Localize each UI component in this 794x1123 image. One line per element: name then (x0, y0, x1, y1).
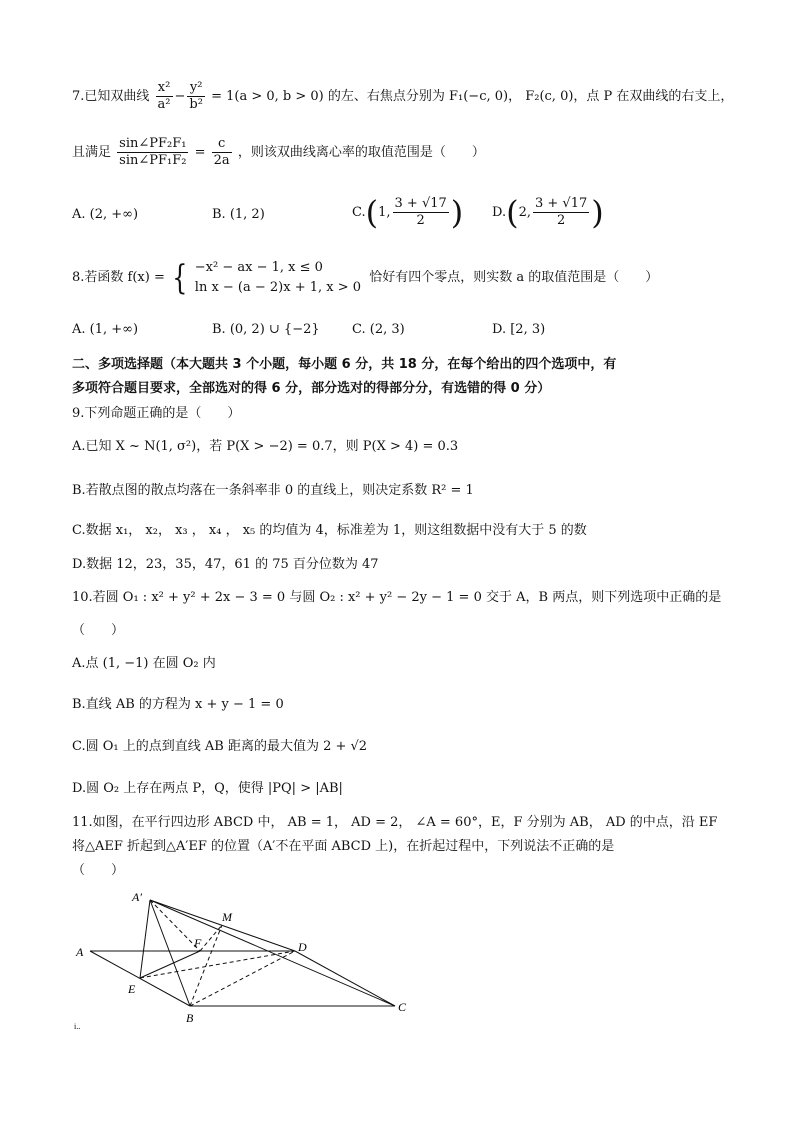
q11-stem-line1: 11.如图，在平行四边形 ABCD 中， AB = 1， AD = 2， ∠A = 60°，E，F 分别为 AB， AD 的中点，沿 EF (72, 815, 718, 830)
q10-stem: 10.若圆 O₁ : x² + y² + 2x − 3 = 0 与圆 O₂ : x² + y² − 2y − 1 = 0 交于 A，B 两点，则下列选项中正确的是 (72, 590, 722, 605)
q7-option-d-left: 2, (518, 205, 531, 220)
q7-option-c-num: 3 + √17 (394, 196, 447, 211)
q7-tail: = 1(a > 0, b > 0) 的左、右焦点分别为 F₁(−c, 0)， F₂(c, 0)，点 P 在双曲线的右支上， (211, 89, 734, 104)
q7-line2 (72, 136, 485, 169)
edge-CD (295, 951, 395, 1006)
section2-heading-line1: 二、多项选择题（本大题共 3 个小题，每小题 6 分，共 18 分，在每个给出的四个选项中，有 (72, 357, 617, 372)
q10-option-b: B.直线 AB 的方程为 x + y − 1 = 0 (72, 697, 284, 712)
q7-c: c (212, 136, 232, 153)
label-B: B (186, 1011, 194, 1025)
q7-c-frac (212, 136, 232, 169)
section2-heading-line2: 多项符合题目要求，全部选对的得 6 分，部分选对的得部分分，有选错的得 0 分） (72, 381, 551, 396)
q7-option-c-frac (393, 196, 449, 229)
q7-prefix: 7.已知双曲线 (72, 89, 150, 104)
q7-frac-x (156, 80, 173, 113)
q7-option-c-label: C. (352, 205, 366, 220)
q7-y2: y² (187, 80, 205, 97)
q8-brace: { (172, 258, 188, 298)
q7-sin-num: sin∠PF₂F₁ (119, 136, 187, 151)
q7-option-d-label: D. (492, 205, 507, 220)
q10-option-c: C.圆 O₁ 上的点到直线 AB 距离的最大值为 2 + √2 (72, 739, 368, 754)
q7-2a: 2a (213, 153, 230, 168)
q10-option-a: A.点 (1, −1) 在圆 O₂ 内 (72, 656, 216, 671)
q7-cond-tail: ，则该双曲线离心率的取值范围是（ ） (237, 145, 485, 160)
q8-option-b: B. (0, 2) ∪ {−2} (212, 322, 320, 337)
q7-option-d-den: 2 (556, 213, 566, 228)
q11-figure (60, 885, 420, 1035)
edge-A1C (150, 900, 395, 1006)
q7-option-c-left: 1, (378, 205, 391, 220)
q7-sin-den: sin∠PF₁F₂ (119, 153, 187, 168)
label-F: F (194, 936, 202, 950)
q8-stem (72, 258, 658, 298)
q7-option-d: D.(2, $\frac{3 + √17}{2}$ ) (492, 193, 604, 232)
edge-BD (190, 951, 295, 1006)
edge-ED (140, 951, 295, 978)
q9-option-d: D.数据 12，23，35，47，61 的 75 百分位数为 47 (72, 557, 379, 572)
q11-stem-line2: 将△AEF 折起到△A′EF 的位置（A′不在平面 ABCD 上)，在折起过程中，下列说法不正确的是 (72, 839, 615, 854)
edge-A1D (150, 900, 295, 951)
label-M: M (222, 910, 232, 924)
label-A: A (76, 945, 84, 959)
q8-tail: 恰好有四个零点，则实数 a 的取值范围是（ ） (369, 270, 659, 285)
q8-case1: −x² − ax − 1, x ≤ 0 (194, 260, 323, 275)
edge-AB (90, 951, 190, 1006)
q7-line1: 7.已知双曲线 $\frac{\text{x²}}{\text{a²}}$ − $\frac{\text{y²}}{\text{b²}}$ = 1(a > 0, b > 0) 的左、右焦点分别为 F₁(−c, 0)， F₂(c, 0)，点 P 在双曲线的右支上， (72, 80, 734, 112)
edge-FM (200, 925, 222, 951)
label-C: C (398, 1000, 407, 1014)
edge-EF (140, 951, 200, 978)
q7-option-c-den: 2 (416, 213, 425, 228)
label-E: E (128, 982, 136, 996)
q8-option-c: C. (2, 3) (352, 322, 405, 337)
q7-sin-frac (117, 136, 188, 169)
stray-mark: i.. (74, 1022, 81, 1031)
q7-b2: b² (189, 97, 203, 112)
q10-paren: （ ） (72, 623, 125, 638)
edge-A1F (150, 900, 200, 951)
q7-option-d-frac (533, 196, 589, 229)
q7-x2: x² (156, 80, 173, 97)
q8-prefix: 8.若函数 f(x) = (72, 270, 165, 285)
q8-cases (195, 258, 361, 298)
q10-option-d: D.圆 O₂ 上存在两点 P，Q，使得 |PQ| > |AB| (72, 781, 343, 796)
q9-option-b: B.若散点图的散点均落在一条斜率非 0 的直线上，则决定系数 R² = 1 (72, 483, 474, 498)
q9-option-c: C.数据 x₁， x₂， x₃ ， x₄ ， x₅ 的均值为 4，标准差为 1，则这组数据中没有大于 5 的数 (72, 523, 587, 538)
label-A-prime: A′ (132, 890, 142, 904)
label-D: D (298, 940, 307, 954)
q11-paren: （ ） (72, 863, 125, 878)
q7-option-d-num: 3 + √17 (534, 196, 588, 211)
q7-option-c: C.(1, $\frac{3 + √17}{2}$ ) (352, 193, 464, 232)
q9-option-a: A.已知 X ~ N(1, σ²)，若 P(X > −2) = 0.7，则 P(X > 4) = 0.3 (72, 439, 459, 454)
q8-option-d: D. [2, 3) (492, 322, 546, 337)
q7-frac-y (187, 80, 205, 113)
q7-a2: a² (157, 97, 171, 112)
q8-case2: ln x − (a − 2)x + 1, x > 0 (194, 280, 362, 295)
q9-stem: 9.下列命题正确的是（ ） (72, 406, 241, 421)
q8-option-a: A. (1, +∞) (72, 322, 139, 337)
q7-option-b: B. (1, 2) (212, 207, 265, 222)
edge-A1E (140, 900, 150, 978)
q7-eq: = (194, 145, 206, 160)
q7-option-a: A. (2, +∞) (72, 207, 139, 222)
edge-A1B (150, 900, 190, 1006)
q7-cond-prefix: 且满足 (72, 145, 112, 160)
